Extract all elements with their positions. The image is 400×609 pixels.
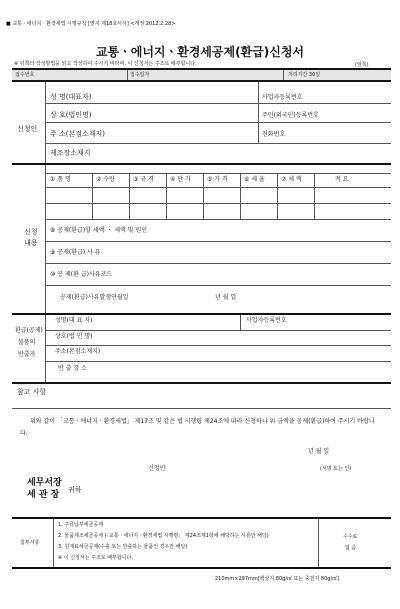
fee-label: 수수료 <box>343 534 358 540</box>
column-header-remarks: 적 요 <box>335 176 349 183</box>
occurrence-date-value: 년 월 일 <box>215 294 237 301</box>
attachment-item: 2. 물품제조세금공제 (「교통ㆍ에너지ㆍ환경세법 시행령」 제24조제1항에 해당하는 서류만 해당) <box>58 533 269 539</box>
page-side-note: (앞쪽) <box>355 62 369 68</box>
factory-location-label: 제조장소재지 <box>50 149 91 157</box>
shipping-place-label: 반 출 장 소 <box>58 365 87 372</box>
processing-period-label: 처리기간 30일 <box>288 72 321 78</box>
column-header-item: ① 품 명 <box>50 176 71 183</box>
attachments-label: 첨부서류 <box>20 540 40 546</box>
page-title: 교통ㆍ에너지ㆍ환경세공제(환급)신청서 <box>95 45 305 59</box>
applicant-idno-label: 주민(외국인)등록번호 <box>262 112 319 119</box>
deduction-cause-label: ⑨ 공제(환급) 사 유 <box>50 249 101 256</box>
recipient-suffix: 귀하 <box>68 486 82 494</box>
deduction-reason-label: ⑧ 공제(환급)할 세액 ・ 세액 및 원인 <box>50 227 148 234</box>
returner-section-label-3: 반출자 <box>18 351 36 358</box>
applicant-sign-label: 신청인 <box>148 465 166 472</box>
column-header-tax-amount: ⑦ 세 액 <box>281 176 302 183</box>
deduction-code-label: ⑩ 공 제(환 급)사유코드 <box>50 271 113 278</box>
applicant-phone-label: 전화번호 <box>262 131 286 138</box>
recipient-customs: 세 관 장 <box>27 490 60 500</box>
receipt-number-label: 접수번호 <box>15 72 35 78</box>
application-statement: 위와 같이 「교통ㆍ에너지ㆍ환경세법」 제17조 및 같은 법 시행령 제24조에 따라 신청하니 위 금액을 공제(환급)하여 주시기 바랍니다. <box>20 418 375 437</box>
returner-section-label: 환급(공제) <box>15 327 43 334</box>
attachment-item: 3. 원재료세금공제(수출 또는 반출하는 물품인 경우만 해당) <box>58 544 188 550</box>
returner-address-label: 주소(본점소재지) <box>55 348 101 355</box>
applicant-section-label: 신청인 <box>17 125 38 133</box>
occurrence-date-label: 공제(환급)사유발생연월일 <box>60 294 129 301</box>
returner-name-label: 성명(대 표 자) <box>55 317 93 324</box>
receipt-bar <box>12 70 391 80</box>
remarks-label: 참고 사항 <box>17 388 47 396</box>
fee-value: 없 음 <box>345 545 357 551</box>
returner-section-label-2: 물품의 <box>18 339 36 346</box>
applicant-bizno-label: 사업자등록번호 <box>262 94 303 101</box>
attachment-item: 1. 주류납부세금공제 <box>58 522 104 528</box>
applicant-address-label: 주 소(본점소재지) <box>50 130 106 138</box>
application-date: 년 월 일 <box>308 448 330 455</box>
column-header-quantity: ② 수량 <box>96 176 115 183</box>
applicant-name-label: 성 명(대표자) <box>50 93 92 101</box>
column-header-spec: ③ 규 격 <box>133 176 154 183</box>
recipient-tax-office: 세무서장 <box>27 478 62 488</box>
attachment-note: ※ 이 신청서는 주조로 배부합니다. <box>58 555 133 561</box>
returner-bizno-label: 사업자등록번호 <box>246 317 287 324</box>
receipt-date-label: 접수일자 <box>130 72 150 78</box>
applicant-company-label: 상 호(법인명) <box>50 111 92 119</box>
instruction-note: ※ 뒤쪽의 작성방법을 읽고 작성하여 주시기 바라며, 이 신청서는 주조로 배부합니다. <box>14 61 197 67</box>
application-section-label-2: 내용 <box>24 239 38 247</box>
application-section-label: 신청 <box>24 228 38 236</box>
column-header-tax-rate: ⑥ 세 율 <box>244 176 265 183</box>
signature-hint: (서명 또는 인) <box>320 466 352 472</box>
column-header-price: ⑤ 가 격 <box>207 176 228 183</box>
form-reference-line: ■ 교통ㆍ에너지ㆍ환경세법 시행규칙 [별지 제18호서식] <개정 2012.2.28> <box>6 21 176 27</box>
returner-company-label: 상호(법 인 명) <box>55 333 93 340</box>
column-header-unit-price: ④ 단 가 <box>170 176 191 183</box>
paper-spec-footer: 210mm×297mm[백상지 80g/㎡ 또는 중질지 80g/㎡] <box>215 576 340 582</box>
